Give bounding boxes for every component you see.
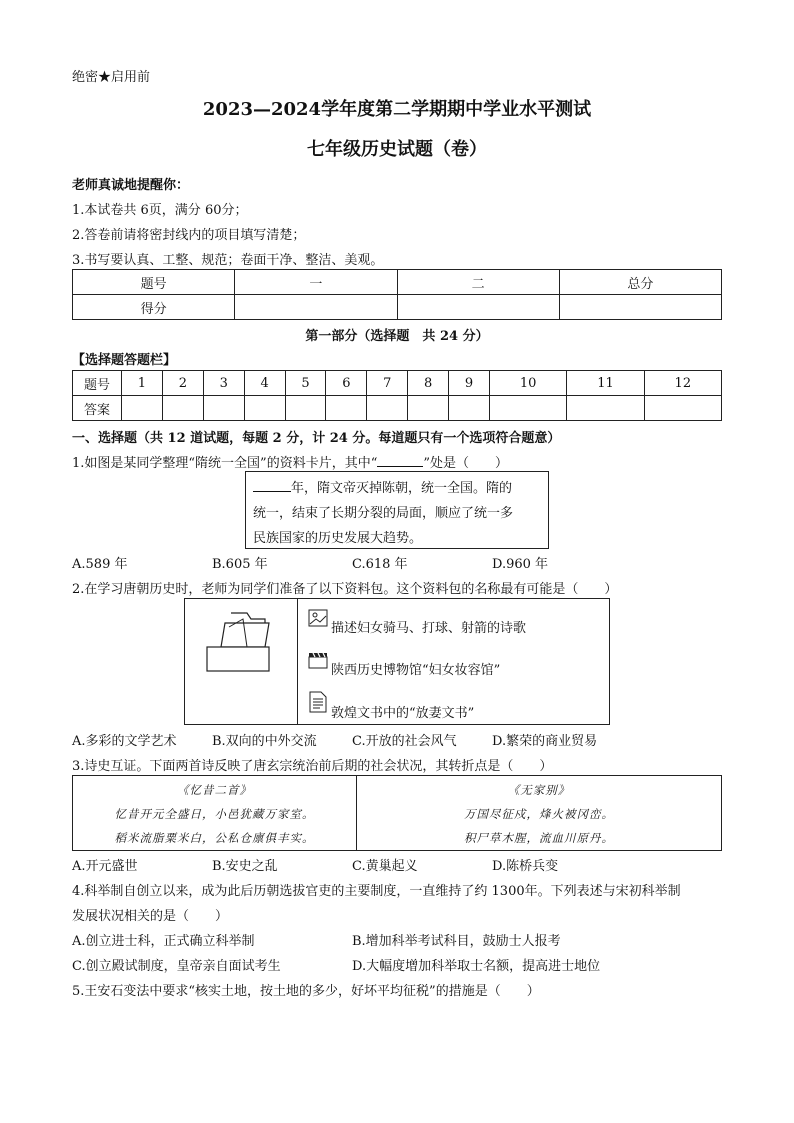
answer-row-label: 题号 <box>73 371 122 396</box>
poem2-title: 《无家别》 <box>507 783 571 797</box>
score-input-cell[interactable] <box>559 295 721 320</box>
q4-option-d[interactable]: D.大幅度增加科举取士名额，提高进士地位 <box>352 959 601 974</box>
score-label-cell: 得分 <box>73 295 235 320</box>
exam-title: 2023—2024学年度第二学期期中学业水平测试 <box>202 99 592 120</box>
answer-number-cell: 1 <box>122 371 163 396</box>
q4-option-a[interactable]: A.创立进士科，正式确立科举制 <box>72 934 255 949</box>
notice-heading: 老师真诚地提醒你： <box>72 178 190 193</box>
section1-heading: 一、选择题（共 12 道试题，每题 2 分，计 24 分。每道题只有一个选项符合题意） <box>72 431 561 446</box>
answer-number-cell: 3 <box>203 371 244 396</box>
q2-option-c[interactable]: C.开放的社会风气 <box>352 734 457 749</box>
part1-title: 第一部分（选择题 共 24 分） <box>305 329 489 344</box>
q3-option-d[interactable]: D.陈桥兵变 <box>492 859 559 874</box>
answer-input-cell[interactable] <box>567 396 644 421</box>
answer-bar-title: 【选择题答题栏】 <box>72 353 177 368</box>
q2-item-3: 敦煌文书中的“放妻文书” <box>331 706 475 721</box>
question-1-stem <box>72 452 508 471</box>
q1-option-b[interactable]: B.605 年 <box>212 557 268 572</box>
poem2-line: 积尸草木腥，流血川原丹。 <box>464 831 614 845</box>
answer-input-cell[interactable] <box>285 396 326 421</box>
answer-row-label: 答案 <box>73 396 122 421</box>
q2-option-b[interactable]: B.双向的中外交流 <box>212 734 317 749</box>
poem1-line: 稻米流脂粟米白，公私仓廪俱丰实。 <box>114 831 315 845</box>
q3-option-a[interactable]: A.开元盛世 <box>72 859 138 874</box>
q3-option-b[interactable]: B.安史之乱 <box>212 859 278 874</box>
q2-item-2: 陕西历史博物馆“妇女妆容馆” <box>331 663 501 678</box>
q1-card-line: 统一，结束了长期分裂的局面，顺应了统一多 <box>253 506 514 521</box>
q4-option-b[interactable]: B.增加科举考试科目，鼓励士人报考 <box>352 934 561 949</box>
q2-option-a[interactable]: A.多彩的文学艺术 <box>72 734 177 749</box>
notice-item: 1.本试卷共 6页，满分 60分； <box>72 203 248 218</box>
q1-option-d[interactable]: D.960 年 <box>492 557 549 572</box>
notice-item: 2.答卷前请将密封线内的项目填写清楚； <box>72 228 306 243</box>
answer-number-cell: 12 <box>644 371 721 396</box>
question-5-stem: 5.王安石变法中要求“核实土地，按土地的多少，好坏平均征税”的措施是（ ） <box>72 984 540 999</box>
q1-option-a[interactable]: A.589 年 <box>72 557 128 572</box>
answer-number-cell: 9 <box>449 371 490 396</box>
answer-number-cell: 8 <box>408 371 449 396</box>
folder-icon <box>203 607 283 677</box>
q1-stem-after: ”处是（ ） <box>423 456 508 471</box>
score-header-cell: 总分 <box>559 270 721 295</box>
poem1-title: 《忆昔二首》 <box>177 783 252 797</box>
answer-number-cell: 5 <box>285 371 326 396</box>
clapperboard-icon <box>308 651 328 669</box>
notice-item: 3.书写要认真、工整、规范；卷面干净、整洁、美观。 <box>72 253 384 268</box>
answer-input-cell[interactable] <box>326 396 367 421</box>
score-header-cell: 一 <box>235 270 397 295</box>
score-table <box>72 269 722 320</box>
answer-number-cell: 11 <box>567 371 644 396</box>
q1-card-text: 年，隋文帝灭掉陈朝，统一全国。隋的 <box>291 481 513 496</box>
answer-input-cell[interactable] <box>490 396 567 421</box>
answer-input-cell[interactable] <box>408 396 449 421</box>
poem1-line: 忆昔开元全盛日，小邑犹藏万家室。 <box>114 807 315 821</box>
q4-option-c[interactable]: C.创立殿试制度，皇帝亲自面试考生 <box>72 959 281 974</box>
q1-blank <box>377 454 423 467</box>
answer-input-cell[interactable] <box>203 396 244 421</box>
picture-icon <box>308 609 328 627</box>
question-4-stem-cont: 发展状况相关的是（ ） <box>72 909 229 924</box>
answer-input-cell[interactable] <box>644 396 721 421</box>
q3-poem-table <box>72 775 722 851</box>
score-header-cell: 二 <box>397 270 559 295</box>
score-header-cell: 题号 <box>73 270 235 295</box>
answer-number-cell: 7 <box>367 371 408 396</box>
q1-card <box>245 471 549 549</box>
score-input-cell[interactable] <box>397 295 559 320</box>
confidential-label: 绝密★启用前 <box>72 70 151 85</box>
q3-option-c[interactable]: C.黄巢起义 <box>352 859 418 874</box>
answer-input-cell[interactable] <box>244 396 285 421</box>
answer-input-cell[interactable] <box>122 396 163 421</box>
answer-number-cell: 6 <box>326 371 367 396</box>
q2-option-d[interactable]: D.繁荣的商业贸易 <box>492 734 598 749</box>
answer-input-cell[interactable] <box>367 396 408 421</box>
question-4-stem: 4.科举制自创立以来，成为此后历朝选拔官吏的主要制度，一直维持了约 1300年。下列表述与宋初科举制 <box>72 884 681 899</box>
answer-table <box>72 370 722 421</box>
q1-card-line: 民族国家的历史发展大趋势。 <box>253 531 423 546</box>
q1-card-line <box>253 477 512 496</box>
q1-stem-before: 1.如图是某同学整理“隋统一全国”的资料卡片，其中“ <box>72 456 378 471</box>
question-3-stem: 3.诗史互证。下面两首诗反映了唐玄宗统治前后期的社会状况，其转折点是（ ） <box>72 759 553 774</box>
question-2-stem: 2.在学习唐朝历史时，老师为同学们准备了以下资料包。这个资料包的名称最有可能是（ ） <box>72 582 618 597</box>
document-icon <box>308 691 328 713</box>
q2-resource-pack <box>184 598 610 725</box>
score-input-cell[interactable] <box>235 295 397 320</box>
q2-divider <box>297 599 298 724</box>
answer-number-cell: 4 <box>244 371 285 396</box>
poem2-line: 万国尽征戍，烽火被冈峦。 <box>464 807 614 821</box>
answer-input-cell[interactable] <box>162 396 203 421</box>
answer-number-cell: 2 <box>162 371 203 396</box>
answer-input-cell[interactable] <box>449 396 490 421</box>
q1-option-c[interactable]: C.618 年 <box>352 557 408 572</box>
q1-card-blank <box>253 479 291 492</box>
q2-item-1: 描述妇女骑马、打球、射箭的诗歌 <box>331 621 527 636</box>
answer-number-cell: 10 <box>490 371 567 396</box>
exam-subtitle: 七年级历史试题（卷） <box>307 139 487 160</box>
